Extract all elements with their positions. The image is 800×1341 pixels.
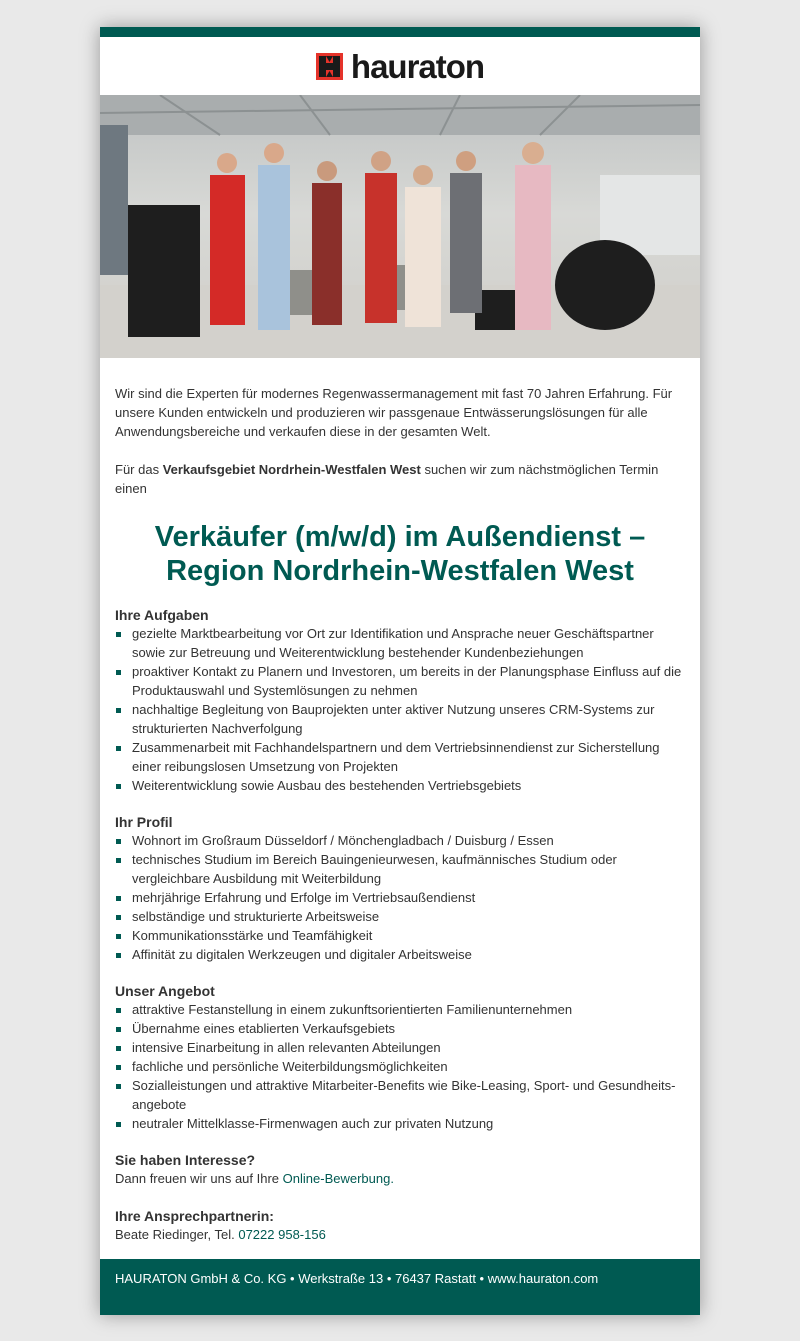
section-title-profil: Ihr Profil [115, 814, 173, 830]
list-item: Wohnort im Großraum Düsseldorf / Mönchengladbach / Duisburg / Essen [115, 831, 685, 850]
aufgaben-list [115, 624, 685, 795]
section-title-contact: Ihre Ansprechpartnerin: [115, 1208, 274, 1224]
job-title-line2: Region Nordrhein-Westfalen West [166, 555, 634, 587]
main-content [100, 358, 700, 1244]
territory-prefix: Für das [115, 462, 163, 477]
list-item: Sozialleistungen und attraktive Mitarbeiter-Benefits wie Bike-Leasing, Sport- und Gesundheits-angebote [115, 1076, 685, 1114]
intro-paragraph: Wir sind die Experten für modernes Regenwassermanagement mit fast 70 Jahren Erfahrung. Für unsere Kunden entwickeln und produzieren wir passgenaue Entwässerungslösungen für alle Anwendungsbereiche und verkaufen diese in der gesamten Welt. [115, 386, 673, 439]
logo-wordmark: hauraton [350, 47, 485, 85]
list-item: Übernahme eines etablierten Verkaufsgebiets [115, 1019, 685, 1038]
list-item: Kommunikationsstärke und Teamfähigkeit [115, 926, 685, 945]
footer-address: HAURATON GmbH & Co. KG • Werkstraße 13 • 76437 Rastatt • www.hauraton.com [115, 1271, 599, 1286]
team-photo [100, 95, 700, 358]
list-item: neutraler Mittelklasse-Firmenwagen auch zur privaten Nutzung [115, 1114, 685, 1133]
section-title-angebot: Unser Angebot [115, 983, 215, 999]
list-item: gezielte Marktbearbeitung vor Ort zur Identifikation und Ansprache neuer Geschäftspartner sowie zur Betreuung und Weiterentwicklung bestehender Kundenbeziehungen [115, 624, 685, 662]
list-item: proaktiver Kontakt zu Planern und Investoren, um bereits in der Planungsphase Einfluss auf die Produktauswahl und Systemlösungen zu nehmen [115, 662, 685, 700]
profil-list [115, 831, 685, 964]
territory-name: Verkaufsgebiet Nordrhein-Westfalen West [162, 462, 421, 477]
list-item: fachliche und persönliche Weiterbildungsmöglichkeiten [115, 1057, 685, 1076]
section-title-interesse: Sie haben Interesse? [115, 1152, 256, 1168]
list-item: technisches Studium im Bereich Bauingenieurwesen, kaufmännisches Studium oder vergleichbare Ausbildung mit Weiterbildung [115, 850, 685, 888]
hauraton-h-logo-icon [316, 53, 343, 80]
online-application-link[interactable]: Online-Bewerbung. [282, 1171, 394, 1186]
contact-name: Beate Riedinger, Tel. [115, 1227, 239, 1242]
list-item: Affinität zu digitalen Werkzeugen und digitaler Arbeitsweise [115, 945, 685, 964]
list-item: Weiterentwicklung sowie Ausbau des bestehenden Vertriebsgebiets [115, 776, 685, 795]
job-title-line1: Verkäufer (m/w/d) im Außendienst – [154, 521, 646, 553]
territory-suffix: suchen wir zum nächstmöglichen Termin einen [115, 462, 659, 496]
list-item: Zusammenarbeit mit Fachhandelspartnern und dem Vertriebsinnendienst zur Sicherstellung einer reibungslosen Umsetzung von Projekten [115, 738, 685, 776]
contact-phone-link[interactable]: 07222 958-156 [238, 1227, 326, 1242]
territory-paragraph [115, 460, 685, 498]
logo-header [100, 37, 700, 95]
apply-paragraph [115, 1169, 685, 1188]
angebot-list [115, 1000, 685, 1133]
hauraton-logo[interactable] [316, 47, 485, 85]
job-title [115, 520, 685, 588]
list-item: selbständige und strukturierte Arbeitsweise [115, 907, 685, 926]
apply-prefix: Dann freuen wir uns auf Ihre [115, 1171, 283, 1186]
list-item: mehrjährige Erfahrung und Erfolge im Vertriebsaußendienst [115, 888, 685, 907]
job-ad-page [100, 27, 700, 1315]
list-item: intensive Einarbeitung in allen relevanten Abteilungen [115, 1038, 685, 1057]
top-accent-bar [100, 27, 700, 37]
footer-bar [100, 1259, 700, 1315]
list-item: nachhaltige Begleitung von Bauprojekten unter aktiver Nutzung unseres CRM-Systems zur strukturierten Nachverfolgung [115, 700, 685, 738]
list-item: attraktive Festanstellung in einem zukunftsorientierten Familienunternehmen [115, 1000, 685, 1019]
contact-paragraph [115, 1225, 685, 1244]
section-title-aufgaben: Ihre Aufgaben [115, 607, 209, 623]
